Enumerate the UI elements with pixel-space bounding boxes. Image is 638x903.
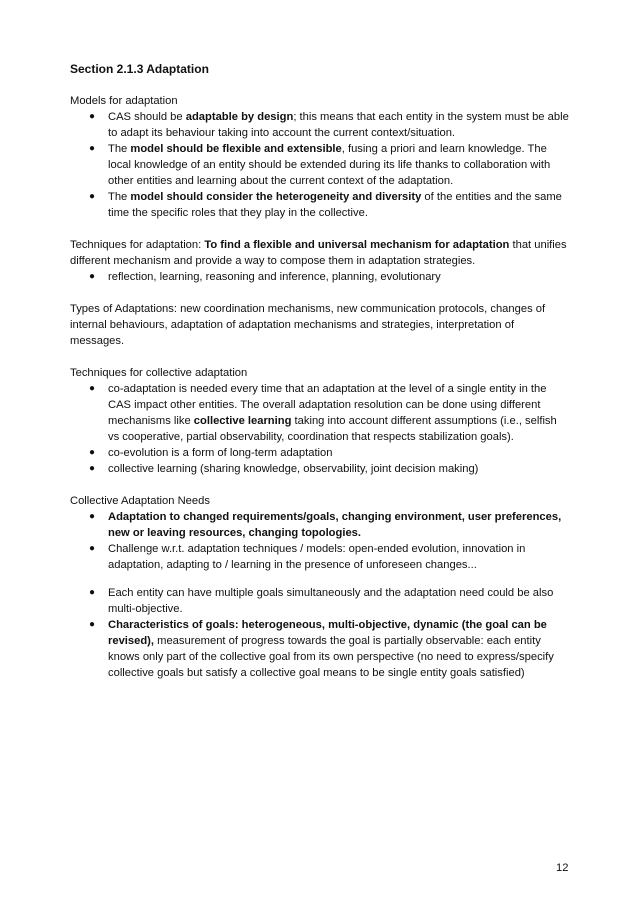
list-item: ● co-adaptation is needed every time that an adaptation at the level of a single entity in the CAS impact other entities. The overall adaptation resolution can be done using different mechanisms like collective learning taking into account different assumptions (i.e., selfish vs cooperative, partial observability, coordination that respects stabilization goals). <box>89 383 557 443</box>
list-item: ● reflection, learning, reasoning and inference, planning, evolutionary <box>89 271 441 283</box>
list-item: ● The model should consider the heterogeneity and diversity of the entities and the same time the specific roles that they play in the collective. <box>89 191 562 219</box>
document-body <box>70 61 570 697</box>
techniques-section <box>70 237 570 285</box>
list-item: ● CAS should be adaptable by design; this means that each entity in the system must be able to adapt its behaviour taking into account the current context/situation. <box>89 111 569 139</box>
collective-techniques-title: Techniques for collective adaptation <box>70 367 248 379</box>
bullet-icon: ● <box>89 619 96 630</box>
bullet-icon: ● <box>89 111 96 122</box>
list-item: ● collective learning (sharing knowledge, observability, joint decision making) <box>89 463 479 475</box>
page-number: 12 <box>556 862 569 874</box>
needs-section <box>70 493 570 681</box>
needs-list-continued <box>70 585 570 681</box>
list-item: ● Adaptation to changed requirements/goals, changing environment, user preferences, new or leaving resources, changing topologies. <box>89 511 562 539</box>
models-title: Models for adaptation <box>70 95 178 107</box>
types-paragraph: Types of Adaptations: new coordination mechanisms, new communication protocols, changes of internal behaviours, adaptation of adaptation mechanisms and strategies, interpretation of messages. <box>70 303 546 347</box>
spacer <box>70 573 570 585</box>
bullet-icon: ● <box>89 143 96 154</box>
needs-title: Collective Adaptation Needs <box>70 495 210 507</box>
bullet-icon: ● <box>89 447 96 458</box>
list-item: ● The model should be flexible and extensible, fusing a priori and learn knowledge. The local knowledge of an entity should be extended during its life thanks to collaboration with other entities and learning about the current context of the adaptation. <box>89 143 551 187</box>
section-heading: Section 2.1.3 Adaptation <box>70 62 209 76</box>
models-list <box>70 109 570 221</box>
list-item: ● co-evolution is a form of long-term adaptation <box>89 447 333 459</box>
techniques-paragraph: Techniques for adaptation: To find a flexible and universal mechanism for adaptation that unifies different mechanism and provide a way to compose them in adaptation strategies. <box>70 239 567 267</box>
bullet-icon: ● <box>89 383 96 394</box>
collective-techniques-section <box>70 365 570 477</box>
bullet-icon: ● <box>89 543 96 554</box>
types-section <box>70 301 570 349</box>
bullet-icon: ● <box>89 587 96 598</box>
list-item: ● Each entity can have multiple goals simultaneously and the adaptation need could be also multi-objective. <box>89 587 554 615</box>
techniques-list <box>70 269 570 285</box>
bullet-icon: ● <box>89 463 96 474</box>
bullet-icon: ● <box>89 271 96 282</box>
collective-techniques-list <box>70 381 570 477</box>
list-item: ● Challenge w.r.t. adaptation techniques / models: open-ended evolution, innovation in adaptation, adapting to / learning in the presence of unforeseen changes... <box>89 543 526 571</box>
bullet-icon: ● <box>89 191 96 202</box>
models-section <box>70 93 570 221</box>
bullet-icon: ● <box>89 511 96 522</box>
list-item: ● Characteristics of goals: heterogeneous, multi-objective, dynamic (the goal can be revised), measurement of progress towards the goal is partially observable: each entity knows only part of the collective goal from its own perspective (no need to express/specify collective goals but satisfy a collective goal means to be single entity goals satisfied) <box>89 619 554 679</box>
needs-list <box>70 509 570 573</box>
